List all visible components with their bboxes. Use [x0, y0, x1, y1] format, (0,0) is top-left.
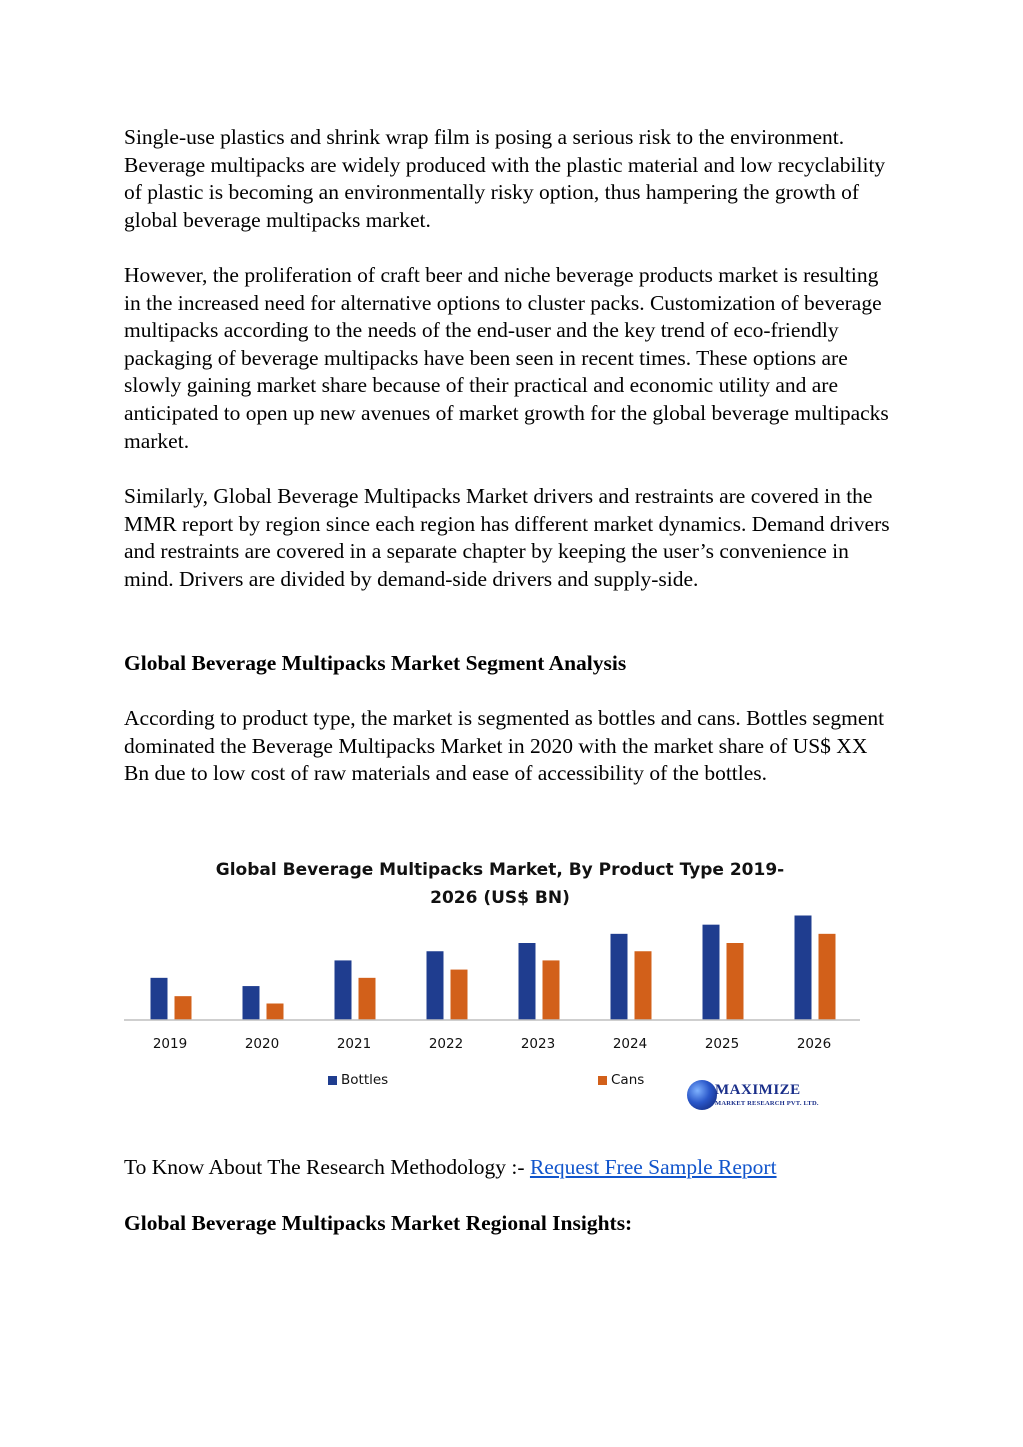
bar-bottles-2021	[335, 960, 352, 1020]
bar-bottles-2019	[151, 978, 168, 1020]
product-type-chart	[120, 848, 865, 1128]
paragraph-product-type: According to product type, the market is segmented as bottles and cans. Bottles segment dominated the Beverage Multipacks Market in 2020 with the market share of US$ XX Bn due to low cost of raw materials and ease of accessibility of the bottles.	[124, 706, 885, 786]
heading-segment-analysis: Global Beverage Multipacks Market Segment Analysis	[124, 651, 627, 675]
paragraph-environment-risk: Single-use plastics and shrink wrap film is posing a serious risk to the environment. Beverage multipacks are widely produced with the plastic material and low recyclability of plastic is becoming an environmentally risky option, thus hampering the growth of global beverage multipacks market.	[124, 125, 886, 232]
chart-title-line2: 2026 (US$ BN)	[430, 888, 570, 908]
bar-cans-2020	[267, 1004, 284, 1021]
x-tick-label: 2021	[336, 1036, 372, 1052]
legend-label-cans: Cans	[611, 1072, 645, 1088]
chart-plot	[120, 848, 865, 1068]
methodology-prefix: To Know About The Research Methodology :-	[124, 1155, 530, 1179]
bar-bottles-2023	[519, 943, 536, 1020]
bar-cans-2025	[727, 943, 744, 1020]
bar-bottles-2026	[795, 916, 812, 1021]
x-tick-label: 2026	[796, 1036, 832, 1052]
methodology-line	[124, 1154, 894, 1182]
bar-cans-2021	[359, 978, 376, 1020]
heading-regional-insights: Global Beverage Multipacks Market Regional Insights:	[124, 1211, 633, 1235]
bar-bottles-2022	[427, 951, 444, 1020]
legend-swatch-cans	[598, 1076, 607, 1085]
request-sample-link[interactable]: Request Free Sample Report	[529, 1155, 777, 1179]
x-tick-label: 2020	[244, 1036, 280, 1052]
bar-bottles-2025	[703, 925, 720, 1020]
x-tick-label: 2019	[152, 1036, 188, 1052]
logo-subtitle: MARKET RESEARCH PVT. LTD.	[715, 1100, 819, 1107]
legend-swatch-bottles	[328, 1076, 337, 1085]
maximize-logo	[685, 1078, 860, 1118]
bar-cans-2019	[175, 996, 192, 1020]
legend-item-bottles	[328, 1072, 388, 1088]
logo-name: MAXIMIZE	[715, 1082, 801, 1098]
paragraph-craft-beer: However, the proliferation of craft beer and niche beverage products market is resulting in the increased need for alternative options to cluster packs. Customization of beverage multipacks according to the needs of the end-user and the key trend of eco-friendly packaging of beverage multipacks have been seen in recent times. These options are slowly gaining market share because of their practical and economic utility and are anticipated to open up new avenues of market growth for the global beverage multipacks market.	[124, 263, 889, 453]
bar-cans-2024	[635, 951, 652, 1020]
legend-item-cans	[598, 1072, 644, 1088]
x-tick-label: 2025	[704, 1036, 740, 1052]
bar-cans-2023	[543, 960, 560, 1020]
bar-cans-2022	[451, 970, 468, 1020]
bar-bottles-2020	[243, 986, 260, 1020]
x-tick-label: 2024	[612, 1036, 648, 1052]
paragraph-drivers-restraints: Similarly, Global Beverage Multipacks Market drivers and restraints are covered in the MMR report by region since each region has different market dynamics. Demand drivers and restraints are covered in a separate chapter by keeping the user’s convenience in mind. Drivers are divided by demand-side drivers and supply-side.	[124, 484, 890, 591]
globe-icon	[687, 1080, 717, 1110]
bar-bottles-2024	[611, 934, 628, 1020]
chart-title-line1: Global Beverage Multipacks Market, By Product Type 2019-	[215, 860, 785, 880]
x-tick-label: 2022	[428, 1036, 464, 1052]
legend-label-bottles: Bottles	[341, 1072, 389, 1088]
x-tick-label: 2023	[520, 1036, 556, 1052]
bar-cans-2026	[819, 934, 836, 1020]
